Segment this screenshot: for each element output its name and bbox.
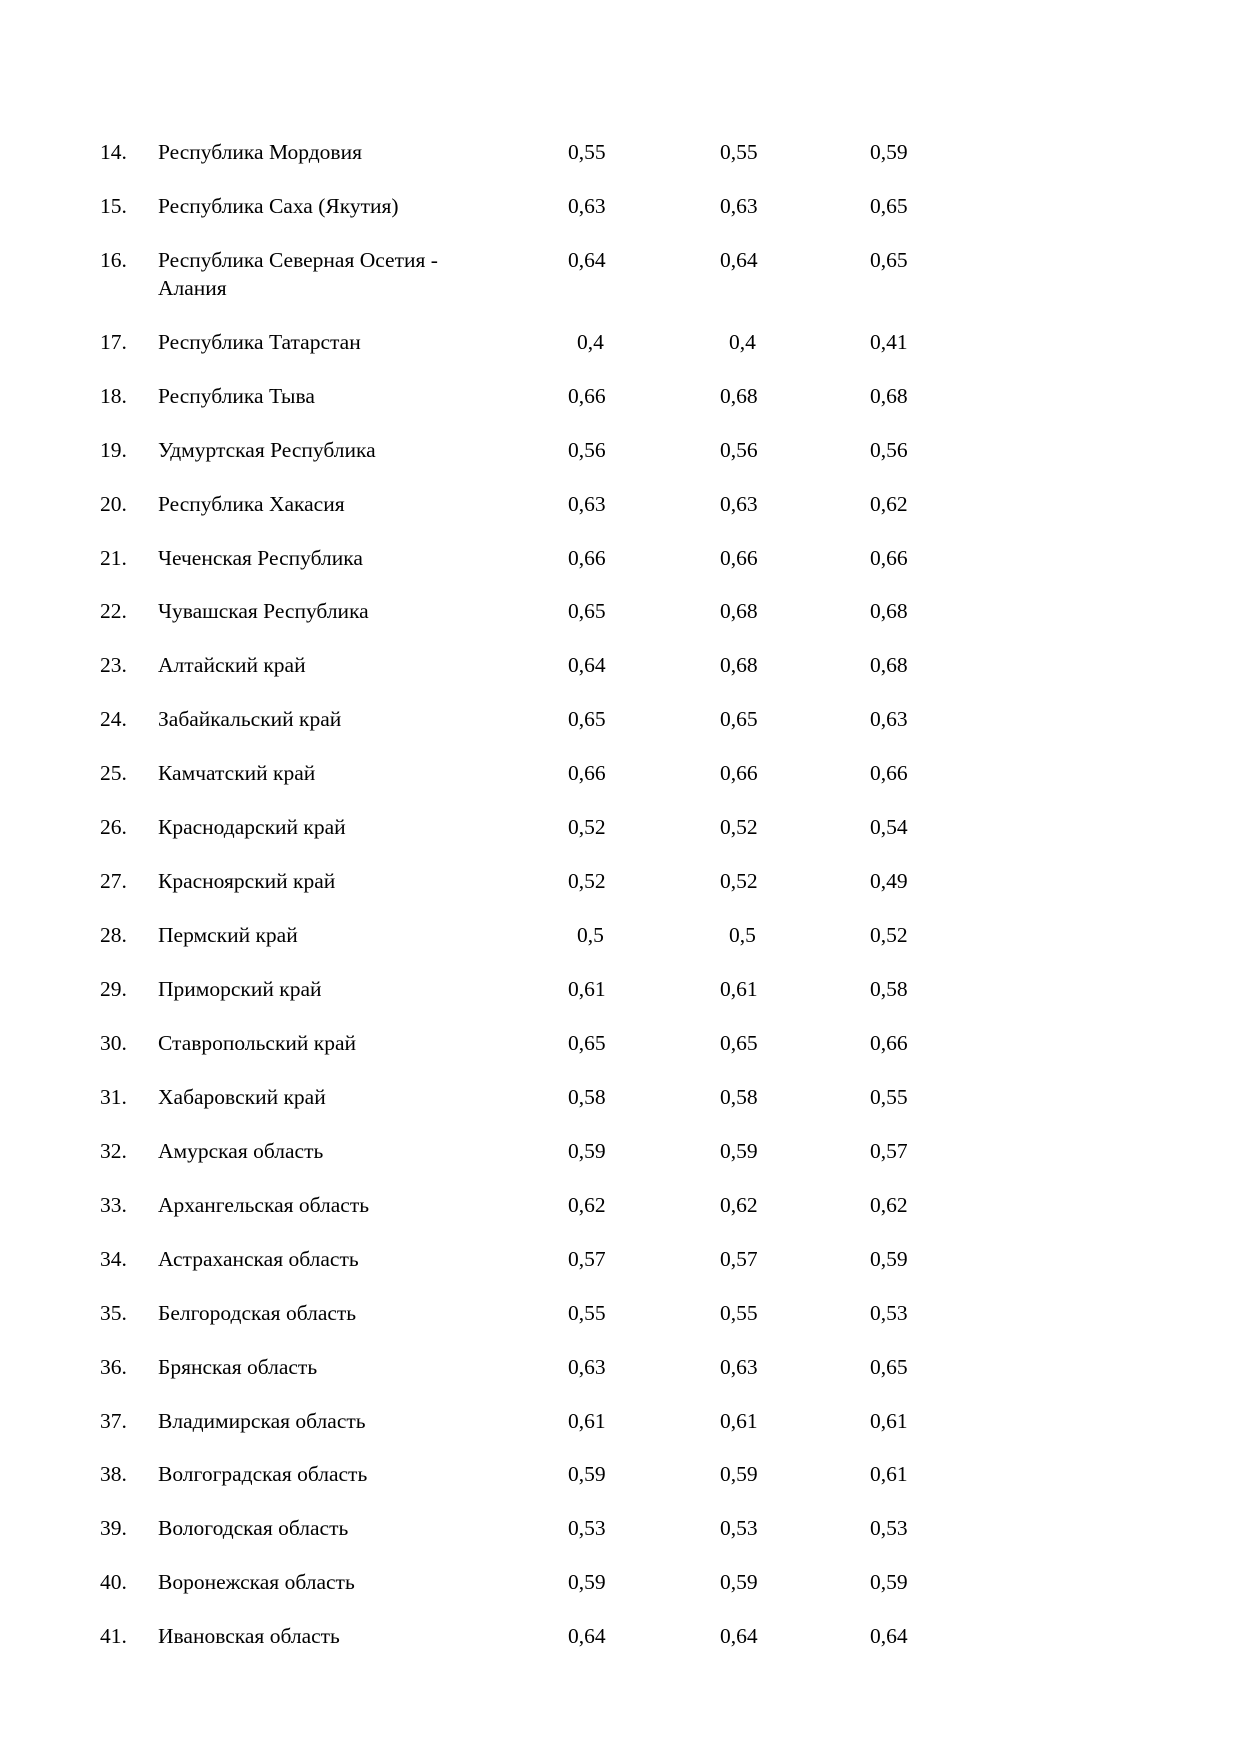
region-name-line-1: Владимирская область bbox=[158, 1408, 366, 1433]
value-column-3 bbox=[870, 1395, 1110, 1449]
value-text: 0,41 bbox=[870, 329, 908, 354]
value-column-3 bbox=[870, 1556, 1110, 1610]
row-index: 27. bbox=[100, 869, 127, 894]
region-name bbox=[158, 1341, 568, 1395]
row-index: 31. bbox=[100, 1084, 127, 1109]
value-text: 0,59 bbox=[568, 1570, 606, 1595]
value-column-1 bbox=[568, 532, 720, 586]
value-column-1 bbox=[568, 1287, 720, 1341]
region-name bbox=[158, 532, 568, 586]
region-name-line-1: Белгородская область bbox=[158, 1300, 357, 1325]
value-column-1 bbox=[568, 126, 720, 180]
value-text: 0,66 bbox=[568, 761, 606, 786]
row-index: 28. bbox=[100, 923, 127, 948]
value-column-3 bbox=[870, 855, 1110, 909]
value-text: 0,66 bbox=[870, 1030, 908, 1055]
value-text: 0,56 bbox=[720, 437, 758, 462]
row-index: 26. bbox=[100, 815, 127, 840]
region-name-line-1: Республика Хакасия bbox=[158, 491, 345, 516]
value-column-2 bbox=[720, 963, 870, 1017]
value-column-2 bbox=[720, 370, 870, 424]
value-text: 0,68 bbox=[870, 383, 908, 408]
table-body bbox=[100, 126, 1110, 1664]
region-name bbox=[158, 1125, 568, 1179]
value-text: 0,56 bbox=[568, 437, 606, 462]
value-text: 0,58 bbox=[720, 1084, 758, 1109]
value-column-3 bbox=[870, 234, 1110, 316]
value-text: 0,65 bbox=[720, 707, 758, 732]
value-column-3 bbox=[870, 370, 1110, 424]
table-row bbox=[100, 909, 1110, 963]
region-name-line-1: Краснодарский край bbox=[158, 815, 346, 840]
value-text: 0,64 bbox=[568, 247, 606, 272]
value-text: 0,61 bbox=[720, 977, 758, 1001]
value-column-2 bbox=[720, 639, 870, 693]
value-text: 0,53 bbox=[720, 1516, 758, 1541]
value-text: 0,53 bbox=[870, 1300, 908, 1325]
value-column-1 bbox=[568, 1125, 720, 1179]
value-column-1 bbox=[568, 855, 720, 909]
region-name-line-1: Хабаровский край bbox=[158, 1084, 326, 1109]
value-column-2 bbox=[720, 1556, 870, 1610]
row-index: 17. bbox=[100, 329, 127, 354]
value-column-1 bbox=[568, 316, 720, 370]
row-index: 19. bbox=[100, 437, 127, 462]
value-text: 0,68 bbox=[720, 383, 758, 408]
value-column-3 bbox=[870, 693, 1110, 747]
region-name-line-1: Амурская область bbox=[158, 1138, 324, 1163]
row-index: 29. bbox=[100, 977, 127, 1001]
value-text: 0,64 bbox=[568, 1624, 606, 1649]
row-index: 41. bbox=[100, 1624, 127, 1649]
table-row bbox=[100, 532, 1110, 586]
value-column-3 bbox=[870, 1610, 1110, 1664]
region-name-line-1: Чувашская Республика bbox=[158, 599, 369, 624]
value-column-2 bbox=[720, 180, 870, 234]
value-text: 0,58 bbox=[568, 1084, 606, 1109]
value-text: 0,66 bbox=[568, 545, 606, 570]
value-column-2 bbox=[720, 126, 870, 180]
region-name-line-1: Воронежская область bbox=[158, 1570, 355, 1595]
value-column-1 bbox=[568, 180, 720, 234]
value-text: 0,63 bbox=[720, 1354, 758, 1379]
value-column-2 bbox=[720, 532, 870, 586]
row-index: 20. bbox=[100, 491, 127, 516]
value-column-1 bbox=[568, 1556, 720, 1610]
value-column-1 bbox=[568, 1610, 720, 1664]
row-index: 23. bbox=[100, 653, 127, 678]
value-column-3 bbox=[870, 639, 1110, 693]
value-text: 0,5 bbox=[577, 923, 604, 948]
value-column-3 bbox=[870, 478, 1110, 532]
value-column-1 bbox=[568, 1395, 720, 1449]
region-name-line-1: Приморский край bbox=[158, 977, 322, 1001]
value-column-1 bbox=[568, 1071, 720, 1125]
region-name bbox=[158, 1287, 568, 1341]
value-text: 0,66 bbox=[870, 761, 908, 786]
value-column-2 bbox=[720, 1287, 870, 1341]
region-name bbox=[158, 1395, 568, 1449]
region-name bbox=[158, 693, 568, 747]
value-column-1 bbox=[568, 370, 720, 424]
row-index: 39. bbox=[100, 1516, 127, 1541]
row-index: 32. bbox=[100, 1138, 127, 1163]
value-text: 0,55 bbox=[720, 1300, 758, 1325]
table-row bbox=[100, 316, 1110, 370]
region-name bbox=[158, 1071, 568, 1125]
value-column-2 bbox=[720, 855, 870, 909]
region-name-line-1: Волгоградская область bbox=[158, 1462, 368, 1487]
value-text: 0,61 bbox=[720, 1408, 758, 1433]
table-row bbox=[100, 585, 1110, 639]
value-text: 0,52 bbox=[720, 815, 758, 840]
row-index: 24. bbox=[100, 707, 127, 732]
value-column-2 bbox=[720, 1502, 870, 1556]
value-column-2 bbox=[720, 693, 870, 747]
region-name bbox=[158, 316, 568, 370]
value-text: 0,62 bbox=[568, 1192, 606, 1217]
value-column-3 bbox=[870, 1233, 1110, 1287]
value-text: 0,65 bbox=[870, 193, 908, 218]
table-row bbox=[100, 1017, 1110, 1071]
value-column-2 bbox=[720, 1341, 870, 1395]
region-name bbox=[158, 963, 568, 1017]
value-column-2 bbox=[720, 801, 870, 855]
value-text: 0,59 bbox=[870, 1246, 908, 1271]
region-name-line-1: Вологодская область bbox=[158, 1516, 349, 1541]
table-row bbox=[100, 370, 1110, 424]
value-text: 0,57 bbox=[720, 1246, 758, 1271]
value-text: 0,68 bbox=[870, 653, 908, 678]
region-name bbox=[158, 1448, 568, 1502]
region-name-line-1: Республика Татарстан bbox=[158, 329, 361, 354]
value-text: 0,66 bbox=[870, 545, 908, 570]
row-index: 21. bbox=[100, 545, 127, 570]
value-column-3 bbox=[870, 1448, 1110, 1502]
value-text: 0,62 bbox=[870, 1192, 908, 1217]
table-row bbox=[100, 963, 1110, 1017]
row-index: 40. bbox=[100, 1570, 127, 1595]
region-name bbox=[158, 801, 568, 855]
value-text: 0,64 bbox=[568, 653, 606, 678]
row-index: 22. bbox=[100, 599, 127, 624]
value-column-1 bbox=[568, 1448, 720, 1502]
row-index: 38. bbox=[100, 1462, 127, 1487]
value-text: 0,55 bbox=[720, 140, 758, 164]
region-name bbox=[158, 747, 568, 801]
region-name bbox=[158, 855, 568, 909]
region-name-line-1: Чеченская Республика bbox=[158, 545, 363, 570]
regions-data-table bbox=[100, 126, 1110, 1664]
row-index: 33. bbox=[100, 1192, 127, 1217]
value-text: 0,58 bbox=[870, 977, 908, 1001]
row-index: 30. bbox=[100, 1030, 127, 1055]
value-column-3 bbox=[870, 424, 1110, 478]
value-column-1 bbox=[568, 424, 720, 478]
value-column-1 bbox=[568, 801, 720, 855]
value-text: 0,65 bbox=[568, 707, 606, 732]
value-column-3 bbox=[870, 585, 1110, 639]
value-column-3 bbox=[870, 532, 1110, 586]
value-text: 0,63 bbox=[870, 707, 908, 732]
value-column-2 bbox=[720, 1233, 870, 1287]
value-text: 0,57 bbox=[568, 1246, 606, 1271]
value-column-2 bbox=[720, 1071, 870, 1125]
value-column-1 bbox=[568, 693, 720, 747]
table-row bbox=[100, 1556, 1110, 1610]
value-column-1 bbox=[568, 1233, 720, 1287]
value-text: 0,61 bbox=[568, 1408, 606, 1433]
value-column-1 bbox=[568, 639, 720, 693]
value-text: 0,65 bbox=[870, 247, 908, 272]
value-column-1 bbox=[568, 1017, 720, 1071]
value-text: 0,61 bbox=[568, 977, 606, 1001]
value-column-2 bbox=[720, 1610, 870, 1664]
value-column-2 bbox=[720, 1448, 870, 1502]
row-index: 18. bbox=[100, 383, 127, 408]
value-text: 0,59 bbox=[870, 1570, 908, 1595]
row-index: 34. bbox=[100, 1246, 127, 1271]
region-name-line-1: Республика Тыва bbox=[158, 383, 315, 408]
table-row bbox=[100, 1341, 1110, 1395]
value-column-2 bbox=[720, 747, 870, 801]
row-index: 36. bbox=[100, 1354, 127, 1379]
table-row bbox=[100, 693, 1110, 747]
value-column-2 bbox=[720, 1125, 870, 1179]
value-text: 0,62 bbox=[870, 491, 908, 516]
value-text: 0,52 bbox=[568, 815, 606, 840]
region-name-line-1: Пермский край bbox=[158, 923, 298, 948]
region-name-line-1: Алтайский край bbox=[158, 653, 306, 678]
region-name-line-1: Республика Мордовия bbox=[158, 140, 362, 164]
table-row bbox=[100, 1502, 1110, 1556]
table-row bbox=[100, 234, 1110, 316]
table-row bbox=[100, 1287, 1110, 1341]
value-text: 0,59 bbox=[568, 1138, 606, 1163]
table-row bbox=[100, 855, 1110, 909]
value-column-2 bbox=[720, 316, 870, 370]
table-row bbox=[100, 1448, 1110, 1502]
region-name bbox=[158, 1179, 568, 1233]
value-text: 0,64 bbox=[720, 247, 758, 272]
value-column-3 bbox=[870, 1502, 1110, 1556]
value-text: 0,63 bbox=[568, 193, 606, 218]
value-column-3 bbox=[870, 1071, 1110, 1125]
region-name-line-1: Ставропольский край bbox=[158, 1030, 357, 1055]
row-index: 14. bbox=[100, 140, 127, 164]
region-name-line-1: Брянская область bbox=[158, 1354, 318, 1379]
region-name bbox=[158, 1017, 568, 1071]
value-text: 0,5 bbox=[729, 923, 756, 948]
region-name bbox=[158, 585, 568, 639]
table-row bbox=[100, 1233, 1110, 1287]
region-name bbox=[158, 1556, 568, 1610]
value-text: 0,59 bbox=[720, 1570, 758, 1595]
value-column-2 bbox=[720, 1017, 870, 1071]
region-name bbox=[158, 370, 568, 424]
value-column-2 bbox=[720, 585, 870, 639]
value-column-3 bbox=[870, 180, 1110, 234]
value-column-2 bbox=[720, 478, 870, 532]
region-name-line-1: Астраханская область bbox=[158, 1246, 359, 1271]
value-column-1 bbox=[568, 747, 720, 801]
value-column-3 bbox=[870, 801, 1110, 855]
region-name bbox=[158, 234, 568, 316]
value-column-3 bbox=[870, 126, 1110, 180]
table-row bbox=[100, 1610, 1110, 1664]
value-column-3 bbox=[870, 963, 1110, 1017]
region-name bbox=[158, 639, 568, 693]
value-text: 0,56 bbox=[870, 437, 908, 462]
value-text: 0,54 bbox=[870, 815, 908, 840]
value-text: 0,66 bbox=[720, 761, 758, 786]
value-text: 0,63 bbox=[568, 491, 606, 516]
value-column-3 bbox=[870, 1287, 1110, 1341]
value-text: 0,55 bbox=[568, 140, 606, 164]
value-column-2 bbox=[720, 234, 870, 316]
value-text: 0,65 bbox=[568, 599, 606, 624]
value-column-1 bbox=[568, 963, 720, 1017]
value-column-1 bbox=[568, 1341, 720, 1395]
value-text: 0,63 bbox=[720, 193, 758, 218]
value-column-1 bbox=[568, 1502, 720, 1556]
value-column-1 bbox=[568, 909, 720, 963]
region-name-line-1: Красноярский край bbox=[158, 869, 336, 894]
table-row bbox=[100, 1395, 1110, 1449]
value-column-3 bbox=[870, 747, 1110, 801]
value-column-3 bbox=[870, 909, 1110, 963]
value-text: 0,65 bbox=[568, 1030, 606, 1055]
region-name bbox=[158, 180, 568, 234]
value-text: 0,53 bbox=[568, 1516, 606, 1541]
table-row bbox=[100, 1071, 1110, 1125]
value-text: 0,65 bbox=[720, 1030, 758, 1055]
table-row bbox=[100, 639, 1110, 693]
region-name bbox=[158, 126, 568, 180]
region-name bbox=[158, 424, 568, 478]
value-text: 0,68 bbox=[720, 653, 758, 678]
value-text: 0,66 bbox=[568, 383, 606, 408]
region-name bbox=[158, 1610, 568, 1664]
table-row bbox=[100, 180, 1110, 234]
table-row bbox=[100, 747, 1110, 801]
value-text: 0,59 bbox=[720, 1138, 758, 1163]
value-column-1 bbox=[568, 478, 720, 532]
value-text: 0,57 bbox=[870, 1138, 908, 1163]
value-text: 0,55 bbox=[568, 1300, 606, 1325]
region-name-line-1: Камчатский край bbox=[158, 761, 316, 786]
value-text: 0,61 bbox=[870, 1462, 908, 1487]
region-name bbox=[158, 478, 568, 532]
value-text: 0,68 bbox=[870, 599, 908, 624]
value-column-1 bbox=[568, 585, 720, 639]
value-text: 0,55 bbox=[870, 1084, 908, 1109]
value-text: 0,63 bbox=[720, 491, 758, 516]
value-column-3 bbox=[870, 1017, 1110, 1071]
value-text: 0,61 bbox=[870, 1408, 908, 1433]
region-name-line-1: Забайкальский край bbox=[158, 707, 342, 732]
region-name-line-1: Архангельская область bbox=[158, 1192, 370, 1217]
region-name-line-1: Республика Северная Осетия - bbox=[158, 247, 438, 272]
table-row bbox=[100, 478, 1110, 532]
region-name-line-1: Ивановская область bbox=[158, 1624, 340, 1649]
value-text: 0,49 bbox=[870, 869, 908, 894]
value-text: 0,68 bbox=[720, 599, 758, 624]
value-column-2 bbox=[720, 424, 870, 478]
value-text: 0,59 bbox=[568, 1462, 606, 1487]
value-text: 0,66 bbox=[720, 545, 758, 570]
region-name bbox=[158, 909, 568, 963]
value-text: 0,53 bbox=[870, 1516, 908, 1541]
value-column-2 bbox=[720, 1179, 870, 1233]
table-row bbox=[100, 126, 1110, 180]
document-body bbox=[100, 126, 1110, 1664]
table-row bbox=[100, 1179, 1110, 1233]
value-text: 0,52 bbox=[568, 869, 606, 894]
table-row bbox=[100, 1125, 1110, 1179]
row-index: 25. bbox=[100, 761, 127, 786]
value-column-1 bbox=[568, 1179, 720, 1233]
value-column-2 bbox=[720, 909, 870, 963]
row-index: 15. bbox=[100, 193, 127, 218]
region-name-line-1: Удмуртская Республика bbox=[158, 437, 376, 462]
region-name bbox=[158, 1502, 568, 1556]
row-index: 35. bbox=[100, 1300, 127, 1325]
region-name-line-1: Республика Саха (Якутия) bbox=[158, 193, 399, 218]
value-column-3 bbox=[870, 316, 1110, 370]
value-column-3 bbox=[870, 1179, 1110, 1233]
value-column-2 bbox=[720, 1395, 870, 1449]
value-text: 0,59 bbox=[720, 1462, 758, 1487]
row-index: 37. bbox=[100, 1408, 127, 1433]
value-text: 0,64 bbox=[870, 1624, 908, 1649]
table-row bbox=[100, 424, 1110, 478]
value-text: 0,62 bbox=[720, 1192, 758, 1217]
value-column-3 bbox=[870, 1125, 1110, 1179]
value-column-3 bbox=[870, 1341, 1110, 1395]
region-name bbox=[158, 1233, 568, 1287]
value-text: 0,65 bbox=[870, 1354, 908, 1379]
value-text: 0,52 bbox=[870, 923, 908, 948]
value-text: 0,59 bbox=[870, 140, 908, 164]
value-text: 0,64 bbox=[720, 1624, 758, 1649]
region-name-line-2: Алания bbox=[158, 275, 227, 300]
value-column-1 bbox=[568, 234, 720, 316]
value-text: 0,63 bbox=[568, 1354, 606, 1379]
value-text: 0,4 bbox=[729, 329, 756, 354]
value-text: 0,4 bbox=[577, 329, 604, 354]
row-index: 16. bbox=[100, 247, 127, 272]
table-row bbox=[100, 801, 1110, 855]
value-text: 0,52 bbox=[720, 869, 758, 894]
